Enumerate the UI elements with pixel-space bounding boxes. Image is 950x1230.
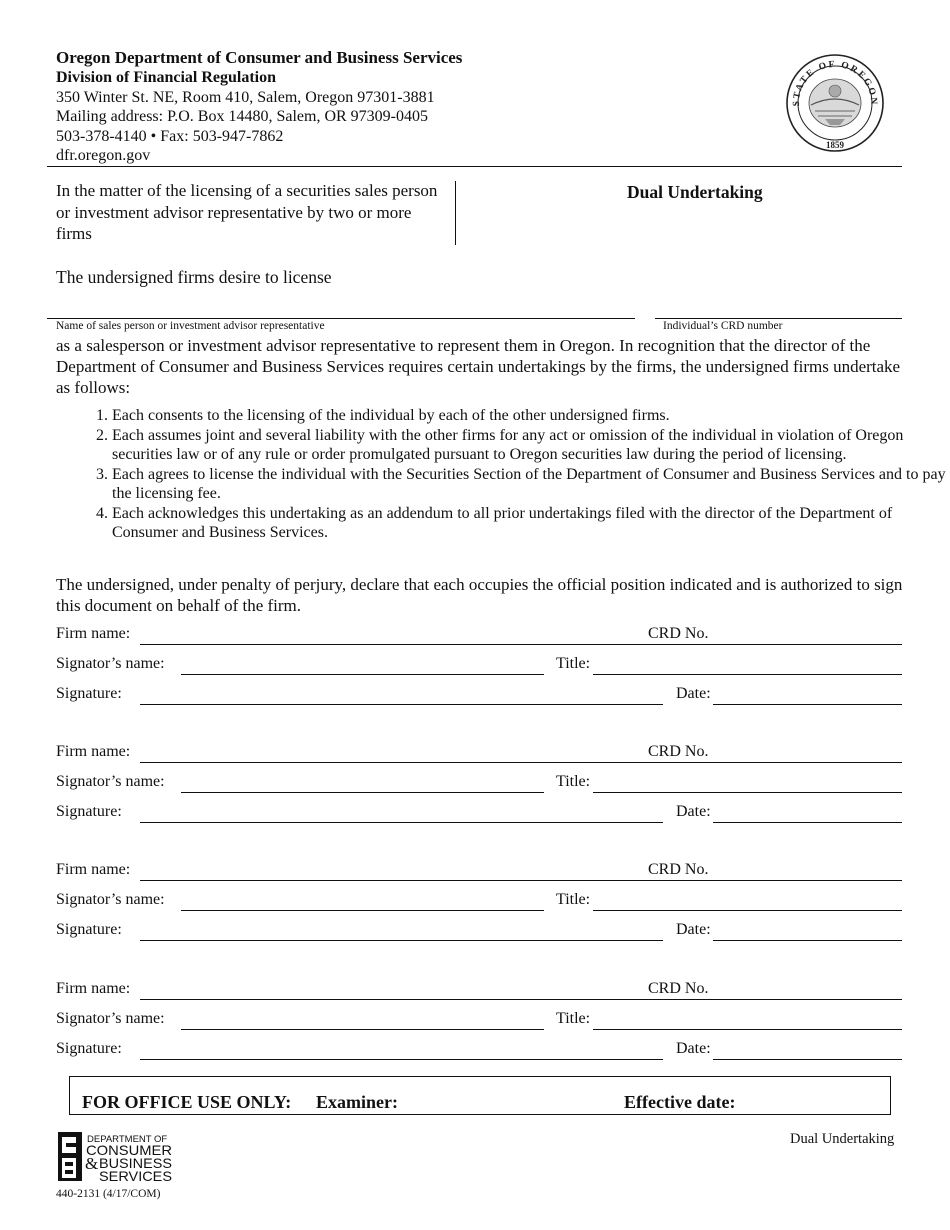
title-label: Title: (556, 891, 591, 908)
crd-number-label: CRD No. (648, 743, 709, 760)
street-address: 350 Winter St. NE, Room 410, Salem, Oregon 97301-3881 (56, 89, 435, 106)
date-label: Date: (676, 921, 711, 938)
signature-field[interactable] (140, 704, 663, 705)
signator-name-field[interactable] (181, 674, 544, 675)
agency-name: Oregon Department of Consumer and Business Services (56, 48, 463, 67)
date-label: Date: (676, 685, 711, 702)
signature-field[interactable] (140, 940, 663, 941)
date-field[interactable] (713, 822, 902, 823)
title-label: Title: (556, 773, 591, 790)
date-field[interactable] (713, 704, 902, 705)
signator-name-label: Signator’s name: (56, 891, 165, 908)
signature-label: Signature: (56, 921, 122, 938)
logo-line-1: DEPARTMENT OF (87, 1134, 168, 1145)
signator-name-label: Signator’s name: (56, 773, 165, 790)
list-item: 1. Each consents to the licensing of the individual by each of the other undersigned firms. (112, 406, 947, 426)
list-item: 4. Each acknowledges this undertaking as an addendum to all prior undertakings filed with the director of the Department of Consumer and Business Services. (112, 504, 947, 543)
svg-text:&: & (85, 1154, 99, 1173)
seal-year: 1859 (826, 140, 844, 150)
date-label: Date: (676, 803, 711, 820)
signature-field[interactable] (140, 1059, 663, 1060)
signature-field[interactable] (140, 822, 663, 823)
form-number: 440-2131 (4/17/COM) (56, 1188, 161, 1200)
signator-name-field[interactable] (181, 792, 544, 793)
effective-date-label: Effective date: (624, 1092, 736, 1112)
desire-text: The undersigned firms desire to license (56, 267, 332, 287)
matter-text: In the matter of the licensing of a securities sales person or investment advisor representative by two or more firms (56, 181, 438, 243)
firm-name-field[interactable] (140, 880, 902, 881)
signator-name-label: Signator’s name: (56, 655, 165, 672)
title-label: Title: (556, 1010, 591, 1027)
division-name: Division of Financial Regulation (56, 69, 277, 86)
phone-fax: 503-378-4140 • Fax: 503-947-7862 (56, 128, 284, 145)
office-use-label: FOR OFFICE USE ONLY: (82, 1092, 292, 1112)
crd-caption: Individual’s CRD number (663, 320, 783, 332)
title-field[interactable] (593, 674, 902, 675)
title-label: Title: (556, 655, 591, 672)
title-field[interactable] (593, 910, 902, 911)
title-field[interactable] (593, 792, 902, 793)
title-field[interactable] (593, 1029, 902, 1030)
crd-number-label: CRD No. (648, 980, 709, 997)
date-field[interactable] (713, 1059, 902, 1060)
firm-name-field[interactable] (140, 644, 902, 645)
logo-line-4: SERVICES (99, 1168, 172, 1183)
dcbs-logo (57, 1131, 175, 1183)
firm-name-field[interactable] (140, 999, 902, 1000)
firm-name-label: Firm name: (56, 743, 131, 760)
signature-label: Signature: (56, 685, 122, 702)
representative-name-field[interactable] (47, 318, 635, 319)
footer-document-title: Dual Undertaking (790, 1131, 895, 1147)
date-field[interactable] (713, 940, 902, 941)
crd-number-label: CRD No. (648, 625, 709, 642)
oregon-state-seal (785, 53, 885, 153)
date-label: Date: (676, 1040, 711, 1057)
individual-crd-field[interactable] (655, 318, 902, 319)
firm-name-field[interactable] (140, 762, 902, 763)
firm-name-label: Firm name: (56, 861, 131, 878)
firm-name-label: Firm name: (56, 980, 131, 997)
representative-name-caption: Name of sales person or investment advisor representative (56, 320, 325, 332)
list-item: 2. Each assumes joint and several liability with the other firms for any act or omission of the individual in violation of Oregon securities law or of any rule or order promulgated pursuant to Oregon securities law during the period of licensing. (112, 426, 947, 465)
signator-name-field[interactable] (181, 910, 544, 911)
signature-label: Signature: (56, 803, 122, 820)
signature-label: Signature: (56, 1040, 122, 1057)
examiner-label: Examiner: (316, 1092, 398, 1112)
logo-line-3: BUSINESS (99, 1155, 172, 1171)
mailing-address: Mailing address: P.O. Box 14480, Salem, OR 97309-0405 (56, 108, 428, 125)
seal-text: STATE OF OREGON (791, 59, 879, 107)
undertakings-list (56, 406, 947, 543)
logo-line-2: CONSUMER (86, 1142, 172, 1158)
signator-name-field[interactable] (181, 1029, 544, 1030)
signator-name-label: Signator’s name: (56, 1010, 165, 1027)
list-item: 3. Each agrees to license the individual with the Securities Section of the Department of Consumer and Business Services and to pay the licensing fee. (112, 465, 947, 504)
document-title: Dual Undertaking (627, 182, 763, 202)
website: dfr.oregon.gov (56, 147, 151, 164)
office-use-box (69, 1076, 891, 1115)
recognition-paragraph: as a salesperson or investment advisor representative to represent them in Oregon. In recognition that the director of the Department of Consumer and Business Services requires certain undertakings by the firms, the undersigned firms undertake as follows: (56, 336, 901, 397)
crd-number-label: CRD No. (648, 861, 709, 878)
declaration-paragraph: The undersigned, under penalty of perjury, declare that each occupies the official position indicated and is authorized to sign this document on behalf of the firm. (56, 575, 903, 615)
firm-name-label: Firm name: (56, 625, 131, 642)
